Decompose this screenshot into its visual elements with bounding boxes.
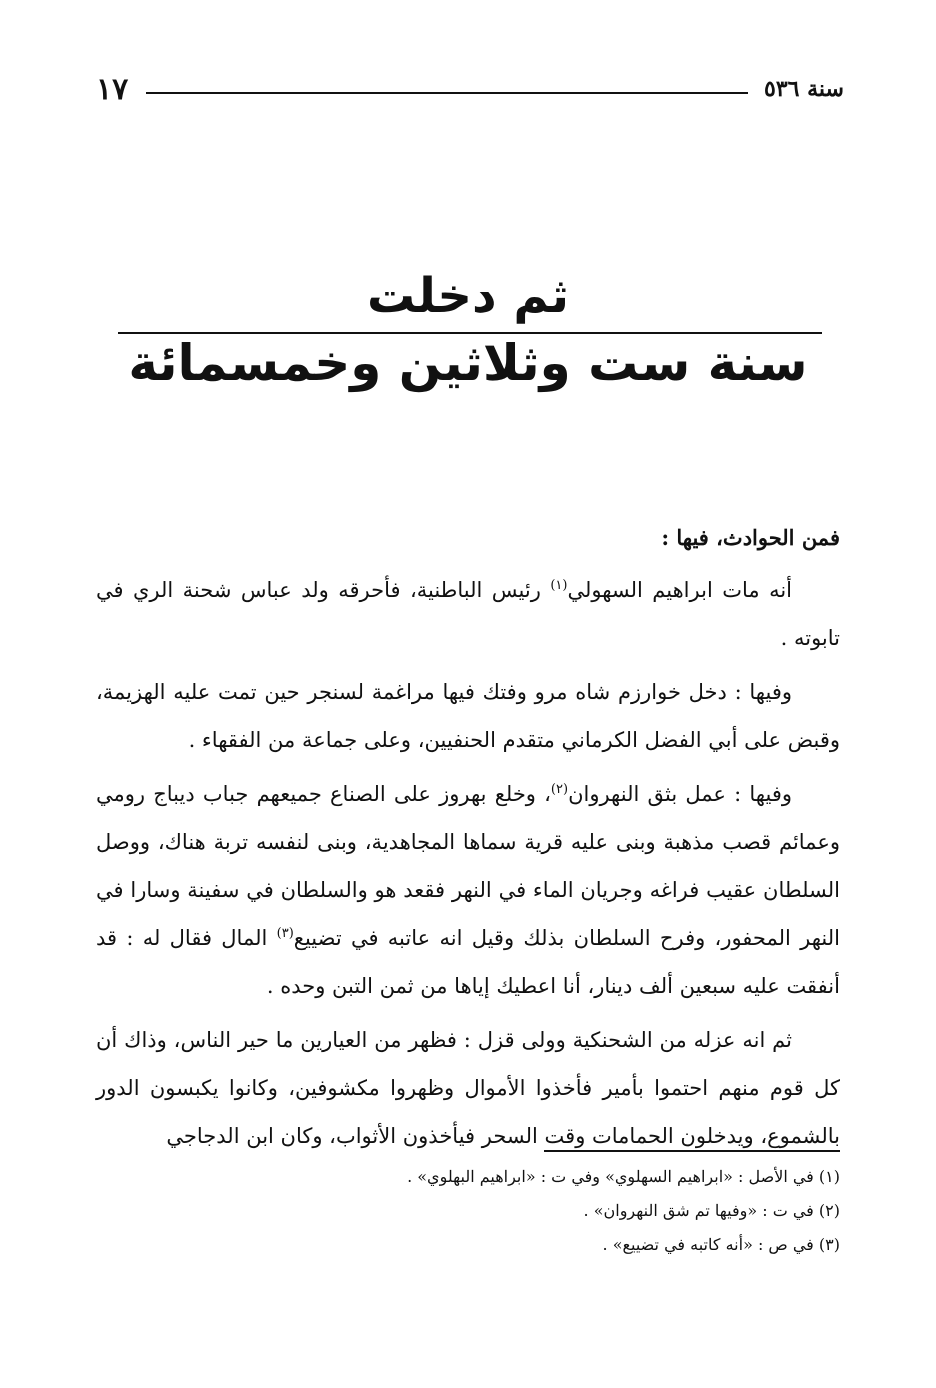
page-number: ١٧ <box>96 72 129 107</box>
footnote-marker-3: (٣) <box>276 926 294 941</box>
paragraph-3 <box>96 770 840 1010</box>
paragraph-1-text-a: أنه مات ابراهيم السهولي <box>567 578 793 602</box>
paragraph-3-text-c: المال فقال له : قد أنفقت عليه سبعين ألف دينار، أنا اعطيك إياها من ثمن التبن وحده . <box>96 926 840 998</box>
footnotes <box>96 1160 840 1262</box>
header-rule <box>146 92 748 94</box>
footnote-marker-1: (١) <box>550 578 568 593</box>
section-lead: فمن الحوادث، فيها : <box>661 525 840 550</box>
paragraph-1-text-b: رئيس الباطنية، فأحرقه ولد عباس شحنة الري في تابوته . <box>96 578 840 650</box>
footnote-marker-2: (٢) <box>550 782 569 797</box>
footnote-3: (٣) في ص : «أنه كاتبه في تضييع» . <box>602 1235 840 1254</box>
paragraph-4: ثم انه عزله من الشحنكية وولى قزل : فظهر من العيارين ما حير الناس، وذاك أن كل قوم منهم احتموا بأمير فأخذوا الأموال وظهروا مكشوفين، وكانوا يكبسون الدور بالشموع، ويدخلون الحمامات وقت السحر فيأخذون الأثواب، وكان ابن الدجاجي <box>96 1028 840 1148</box>
chapter-title-line1: ثم دخلت <box>366 268 569 324</box>
header-year-label: سنة ٥٣٦ <box>764 76 844 102</box>
footnote-2: (٢) في ت : «وفيها تم شق النهروان» . <box>583 1201 840 1220</box>
paragraph-2: وفيها : دخل خوارزم شاه مرو وفتك فيها مراغمة لسنجر حين تمت عليه الهزيمة، وقبض على أبي الفضل الكرماني متقدم الحنفيين، وعلى جماعة من الفقهاء . <box>96 680 840 752</box>
chapter-title-line2: سنة ست وثلاثين وخمسمائة <box>128 334 808 392</box>
footnote-separator <box>544 1150 840 1152</box>
main-text <box>96 514 840 1166</box>
footnote-1: (١) في الأصل : «ابراهيم السهلوي» وفي ت : «ابراهيم البهلوي» . <box>407 1167 840 1186</box>
paragraph-3-text-b: ، وخلع بهروز على الصناع جميعهم جباب ديباج رومي وعمائم قصب مذهبة وبنى عليه قرية سماها المجاهدية، وبنى لنفسه تربة هناك، ووصل السلطان عقيب فراغه وجريان الماء في النهر فقعد هو والسلطان في سفينة وسارا في النهر المحفور، وفرح السلطان بذلك وقيل انه عاتبه في تضييع <box>96 782 840 950</box>
running-header <box>96 72 844 112</box>
paragraph-1 <box>96 566 840 662</box>
paragraph-3-text-a: وفيها : عمل بثق النهروان <box>568 782 793 806</box>
